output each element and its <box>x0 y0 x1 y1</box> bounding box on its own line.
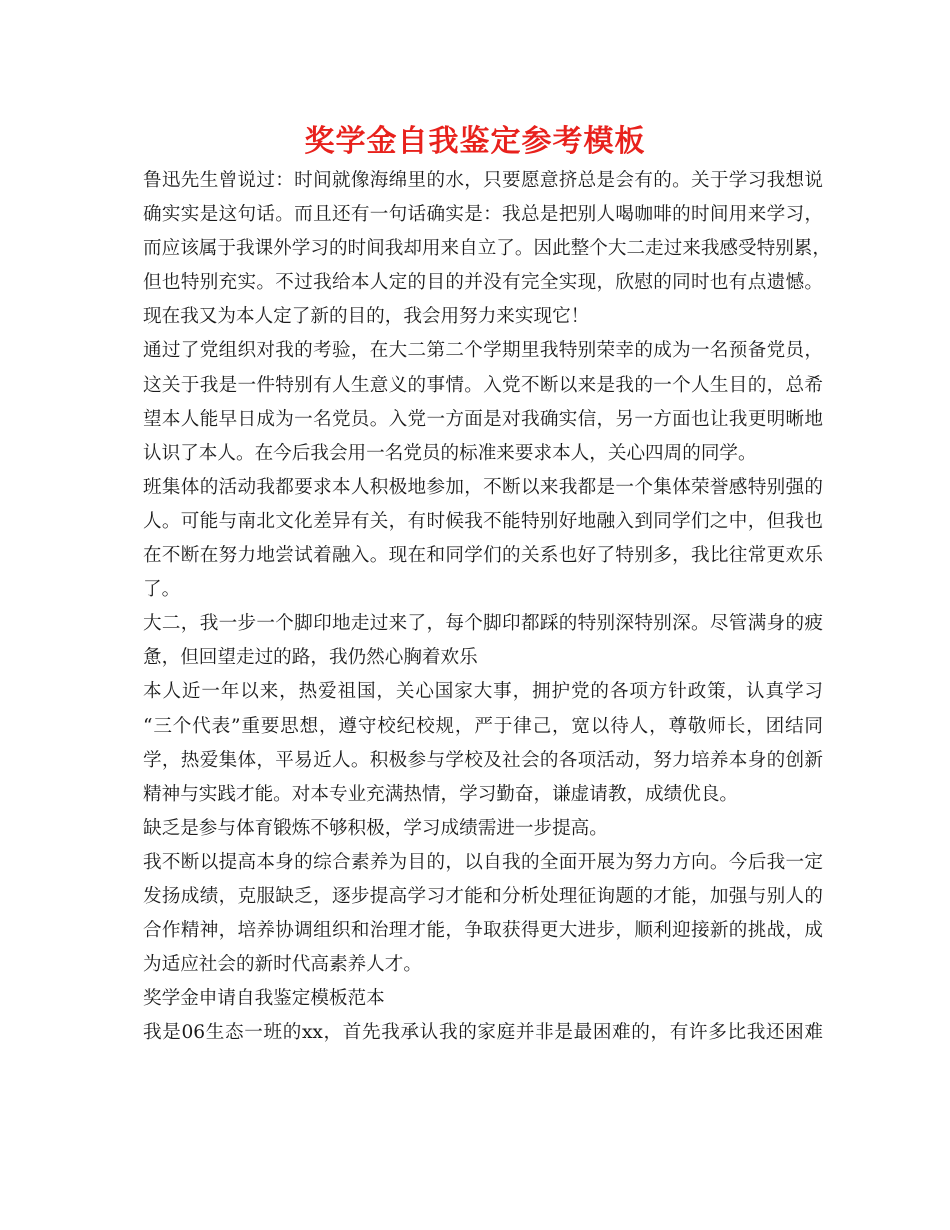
text-line: 望本人能早日成为一名党员。入党一方面是对我确实信，另一方面也让我更明晰地 <box>143 408 823 430</box>
text-line: 这关于我是一件特别有人生意义的事情。入党不断以来是我的一个人生目的，总希 <box>143 374 823 396</box>
text-line: 人。可能与南北文化差异有关，有时候我不能特别好地融入到同学们之中，但我也 <box>143 510 823 532</box>
text-line: 班集体的活动我都要求本人积极地参加，不断以来我都是一个集体荣誉感特别强的 <box>143 476 823 498</box>
text-line: 学，热爱集体，平易近人。积极参与学校及社会的各项活动，努力培养本身的创新 <box>143 749 823 771</box>
document-title: 奖学金自我鉴定参考模板 <box>304 124 646 159</box>
text-line: 了。 <box>143 579 181 601</box>
text-line: 认识了本人。在今后我会用一名党员的标准来要求本人，关心四周的同学。 <box>143 442 757 464</box>
text-line: 现在我又为本人定了新的目的，我会用努力来实现它！ <box>143 306 590 328</box>
text-line: 确实实是这句话。而且还有一句话确实是：我总是把别人喝咖啡的时间用来学习， <box>143 204 823 226</box>
document-body <box>143 164 831 1050</box>
text-line: 我不断以提高本身的综合素养为目的，以自我的全面开展为努力方向。今后我一定 <box>143 851 823 873</box>
text-line: 为适应社会的新时代高素养人才。 <box>143 954 422 976</box>
text-line: 惫，但回望走过的路，我仍然心胸着欢乐 <box>143 647 478 669</box>
text-line: 合作精神，培养协调组织和治理才能，争取获得更大进步，顺利迎接新的挑战，成 <box>143 920 823 942</box>
text-line: 鲁迅先生曾说过：时间就像海绵里的水，只要愿意挤总是会有的。关于学习我想说 <box>143 170 823 191</box>
text-line: 而应该属于我课外学习的时间我却用来自立了。因此整个大二走过来我感受特别累， <box>143 238 831 260</box>
text-line: 我是06生态一班的xx，首先我承认我的家庭并非是最困难的，有许多比我还困难 <box>143 1022 823 1044</box>
section-heading: 奖学金申请自我鉴定模板范本 <box>143 988 385 1010</box>
text-line: 但也特别充实。不过我给本人定的目的并没有完全实现，欣慰的同时也有点遗憾。 <box>143 272 823 294</box>
text-line: 本人近一年以来，热爱祖国，关心国家大事，拥护党的各项方针政策，认真学习 <box>143 681 823 703</box>
text-line: 在不断在努力地尝试着融入。现在和同学们的关系也好了特别多，我比往常更欢乐 <box>143 545 823 567</box>
text-line: “三个代表”重要思想，遵守校纪校规，严于律己，宽以待人，尊敬师长，团结同 <box>143 715 823 737</box>
text-line: 发扬成绩，克服缺乏，逐步提高学习才能和分析处理征询题的才能，加强与别人的 <box>143 885 823 907</box>
text-line: 缺乏是参与体育锻炼不够积极，学习成绩需进一步提高。 <box>143 817 608 839</box>
text-line: 通过了党组织对我的考验，在大二第二个学期里我特别荣幸的成为一名预备党员， <box>143 340 823 362</box>
text-line: 大二，我一步一个脚印地走过来了，每个脚印都踩的特别深特别深。尽管满身的疲 <box>143 613 823 635</box>
text-line: 精神与实践才能。对本专业充满热情，学习勤奋，谦虚请教，成绩优良。 <box>143 783 739 805</box>
